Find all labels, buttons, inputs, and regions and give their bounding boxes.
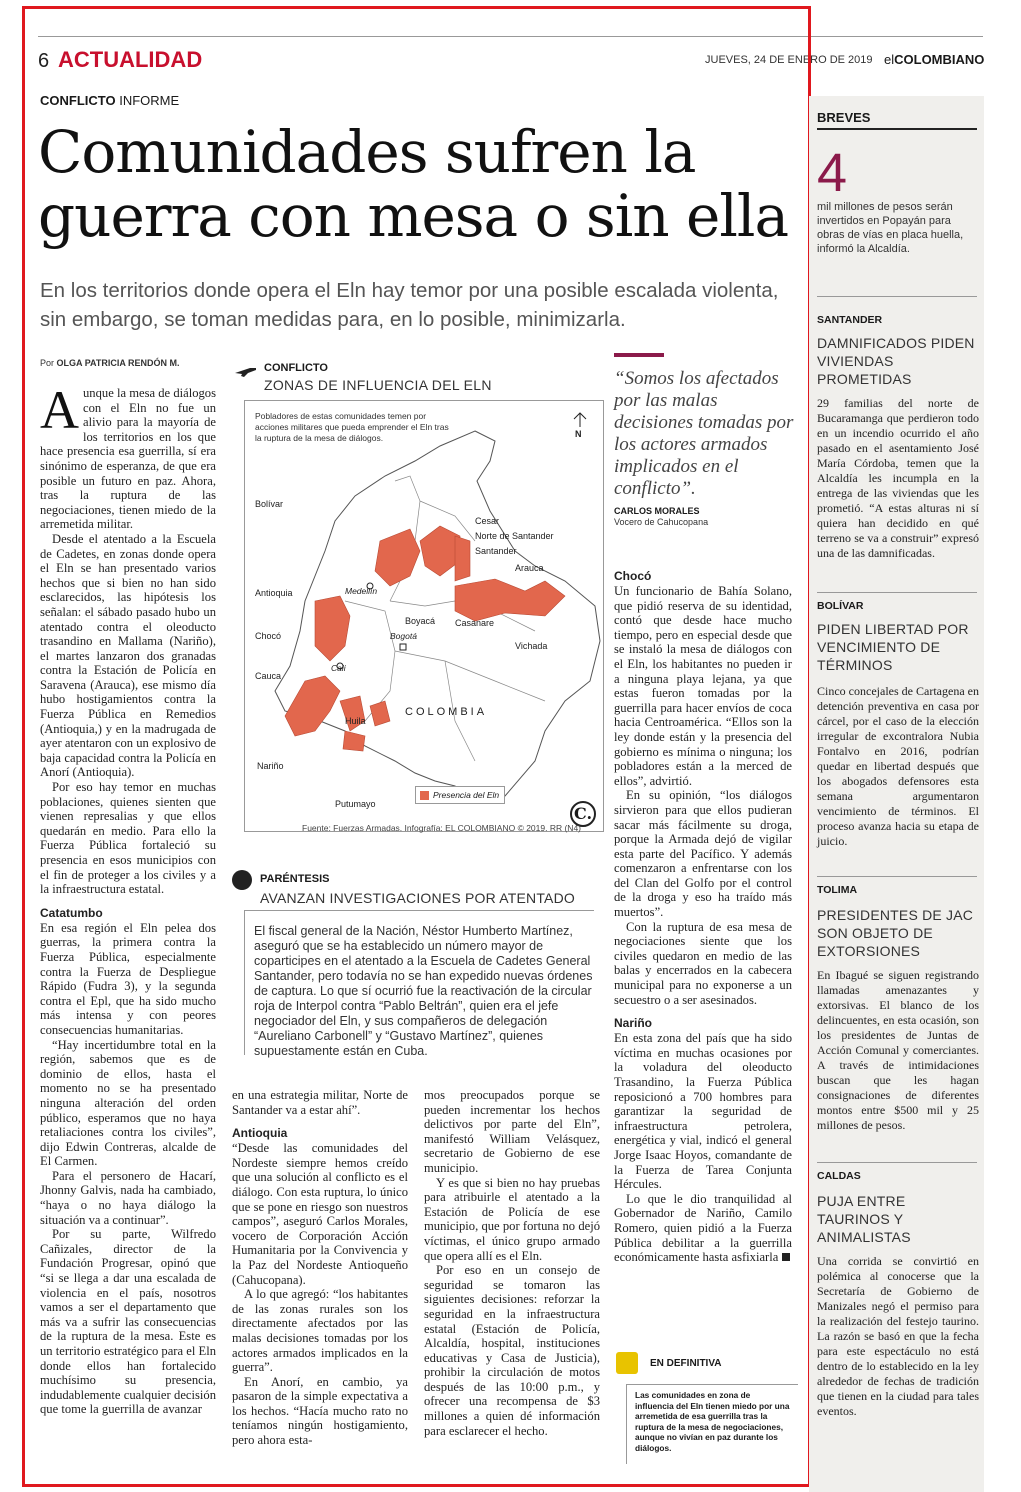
paper-title: COLOMBIANO <box>894 52 985 67</box>
paragraph: Para el personero de Hacarí, Jhonny Galvis, nada ha cambiado, “haya o no haya diálogo la situación va a continuar”. <box>40 1168 216 1227</box>
map-label: Boyacá <box>405 616 436 626</box>
map-graphic <box>232 360 604 840</box>
breves-title: BREVES <box>817 110 871 125</box>
article-column-2 <box>232 1088 408 1468</box>
quote-author: CARLOS MORALES <box>614 506 700 516</box>
map-label: Antioquia <box>255 588 293 598</box>
paragraph: En esa región el Eln pelea dos guerras, la primera contra la Fuerza Pública, especialmente contra la Fuerza de Despliegue Rápido (Fudra 3), y la segunda contra el Epl, que ha sido mucho más intensa y con peores consecuencias humanitarias. <box>40 920 216 1037</box>
map-legend <box>415 786 505 804</box>
map-label: Medellín <box>345 586 378 596</box>
parentesis-box <box>232 870 604 1060</box>
paragraph: en una estrategia militar, Norte de Santander va a estar ahí”. <box>232 1088 408 1117</box>
paragraph: Por su parte, Wilfredo Cañizales, director de la Fundación Progresar, opinó que “si se llega a dar una escalada de violencia en el país, nosotros vamos a ser el departamento que más va a sufrir las consecuencias de la ruptura de la mesa. Este es un territorio estratégico para el Eln donde ellos han fortalecido muchísimo su presencia, indudablemente cualquier decisión que tome la guerrilla de avanzar <box>40 1227 216 1417</box>
map-label: Nariño <box>257 761 284 771</box>
paragraph: Por eso hay temor en muchas poblaciones, quienes sienten que vienen represalias y que ellos quedarán en medio. Para ello la Fuerza Pública fortaleció su presencia en esos municipios con el fin de proteger a los civiles y a la infraestructura estatal. <box>40 780 216 897</box>
pull-quote: “Somos los afectados por las malas decisiones tomadas por los actores armados implicados en el conflicto”. <box>614 368 794 499</box>
paragraph: En Anorí, en cambio, ya pasaron de la simple expectativa a los hechos. “Hacía mucho rato no teníamos ningún hostigamiento, pero ahora esta- <box>232 1374 408 1448</box>
map-label: Cesar <box>475 516 500 526</box>
subhead-catatumbo: Catatumbo <box>40 905 103 920</box>
page-number: 6 <box>38 50 50 72</box>
en-definitiva-box <box>614 1348 798 1466</box>
map-intro: Pobladores de estas comunidades temen por acciones militares que pueda emprender el Eln tras la ruptura de la mesa de diálogos. <box>255 411 449 443</box>
divider <box>817 876 977 877</box>
brief-region: CALDAS <box>817 1170 861 1182</box>
pin-icon <box>232 870 252 890</box>
map-label: Bogotá <box>390 631 417 641</box>
parentesis-title: AVANZAN INVESTIGACIONES POR ATENTADO <box>260 890 575 906</box>
subhead-narino: Nariño <box>614 1016 653 1031</box>
big-number-text: mil millones de pesos serán invertidos en Popayán para obras de vías en placa huella, informó la Alcaldía. <box>817 201 964 255</box>
brief-headline: PRESIDENTES DE JAC SON OBJETO DE EXTORSIONES <box>817 907 974 959</box>
paragraph-text: Lo que le dio tranquilidad al Gobernador de Nariño, Camilo Romero, quien pidió a la Fuerza Pública debilitar a la guerrilla económicamente hasta asfixiarla <box>614 1191 792 1265</box>
parentesis-tag: PARÉNTESIS <box>260 873 330 885</box>
parentesis-text: El fiscal general de la Nación, Néstor Humberto Martínez, aseguró que se ha establecido un número mayor de coparticipes en el atentado a la Escuela de Cadetes General Santander, pero todavía no se han expedido nuevas órdenes de captura. Lo que sí ocurrió fue la reactivación de la circular roja de Interpol contra “Pablo Beltrán”, quien era el jefe negociador del Eln, y sus compañeros de delegación “Aureliano Carbonell” y “Gustavo Martínez”, quienes supuestamente están en Cuba. <box>254 924 593 1058</box>
map-label: Cali <box>331 663 346 673</box>
paper-prefix: el <box>884 52 895 67</box>
map-title: ZONAS DE INFLUENCIA DEL ELN <box>264 377 492 393</box>
paragraph: “Hay incertidumbre total en la región, sabemos que es de dominio de ellos, hasta el momento no se ha presentado ninguna alteración del orden público, esperamos que no haya retaliaciones contra los civiles”, dijo Edwin Contreras, alcalde de El Carmen. <box>40 1037 216 1169</box>
end-mark-icon <box>782 1253 790 1261</box>
divider <box>817 1162 977 1163</box>
map-label: Bolívar <box>255 499 284 509</box>
map-source: Fuente: Fuerzas Armadas. Infografía: EL COLOMBIANO © 2019. RR (N4) <box>302 823 582 833</box>
drop-cap: A <box>40 386 79 440</box>
kicker-strong: CONFLICTO <box>40 93 116 108</box>
kicker <box>40 93 179 108</box>
map-frame <box>244 400 604 832</box>
headline: Comunidades sufren la guerra con mesa o sin ella <box>38 118 789 250</box>
map-label: Putumayo <box>335 799 376 809</box>
byline-author: OLGA PATRICIA RENDÓN M. <box>56 358 180 368</box>
brief-body: En Ibagué se siguen registrando llamadas amenazantes y extorsivas. El blanco de los delincuentes, en esta ocasión, son los presidentes de Juntas de Acción Comunal y comerciantes. A través de intimidaciones buscan que les hagan consignaciones de diferentes montos entre $500 mil y 25 millones de pesos. <box>817 968 979 1132</box>
article-column-4 <box>614 568 792 1338</box>
article-column-3 <box>424 1088 600 1468</box>
brief-headline: DAMNIFICADOS PIDEN VIVIENDAS PROMETIDAS <box>817 335 975 387</box>
capital-marker <box>400 644 406 650</box>
en-definitiva-text: Las comunidades en zona de influencia del Eln tienen miedo por una arremetida de esa guerrilla tras la ruptura de la mesa de negociaciones, aunque no vivían en paz durante los diálogos. <box>626 1384 798 1464</box>
byline <box>40 358 180 368</box>
newspaper-name <box>884 52 984 67</box>
map-tag: CONFLICTO <box>264 362 328 374</box>
subhead-antioquia: Antioquia <box>232 1126 288 1141</box>
quote-rule <box>614 353 664 357</box>
paragraph: unque la mesa de diálogos con el Eln no fue un alivio para la mayoría de los territorios en los que hace presencia esa guerrilla, sí era sinónimo de esperanza, de que era posible un futuro en paz. Ahora, tras la ruptura de las negociaciones, tienen miedo de la arremetida militar. <box>40 386 216 532</box>
paragraph: Y es que si bien no hay pruebas para atribuirle el atentado a la Estación de Policía de ese municipio, que por fortuna no dejó víctimas, el único grupo armado que opera allí es el Eln. <box>424 1175 600 1263</box>
brief-region: BOLÍVAR <box>817 600 864 612</box>
deck: En los territorios donde opera el Eln hay temor por una posible escalada violenta, sin embargo, se toman medidas para, en lo posible, minimizarla. <box>40 279 779 331</box>
big-number: 4 <box>817 143 848 203</box>
rifle-icon <box>234 364 258 378</box>
date-line: JUEVES, 24 DE ENERO DE 2019 <box>705 54 873 66</box>
newspaper-logo: C. <box>570 801 596 827</box>
paragraph: “Desde las comunidades del Nordeste siempre hemos creído que una solución al conflicto es el diálogo. Con esta ruptura, lo único que se pone en riesgo son nuestros campos”, aseguró Carlos Morales, vocero de Corporación Acción Humanitaria por la Convivencia y la Paz del Nordeste Antioqueño (Cahucopana). <box>232 1141 408 1287</box>
paragraph: mos preocupados porque se pueden incrementar los hechos delictivos por parte del Eln”, manifestó William Velásquez, secretario de Gobierno de ese municipio. <box>424 1088 600 1175</box>
quote-role: Vocero de Cahucopana <box>614 517 709 527</box>
brief-body: Una corrida se convirtió en polémica al conocerse que la Secretaría de Gobierno de Manizales negó el permiso para la realización del festejo taurino. La razón se basó en que la fecha para este espectáculo no está dentro de lo establecido en la ley alrededor de fechas de tradición que tienen en la ciudad para tales eventos. <box>817 1254 979 1418</box>
breves-sidebar <box>809 96 984 1492</box>
brief-region: SANTANDER <box>817 314 883 326</box>
map-label: Norte de Santander <box>475 531 554 541</box>
paragraph: En su opinión, “los diálogos sirvieron para que ellos pudieran sacar más fácilmente su droga, porque la Armada dejó de vigilar esta parte del Pacífico. Y además comenzaron a enfrentarse con los del Clan del Golfo por el control de la droga y eso ha traído más muertos”. <box>614 788 792 920</box>
map-label: Cauca <box>255 671 282 681</box>
breves-rule <box>817 128 977 130</box>
divider <box>817 296 977 297</box>
en-definitiva-title: EN DEFINITIVA <box>650 1358 722 1369</box>
brief-body: Cinco concejales de Cartagena en detención preventiva en casa por cárcel, por el caso de la elección irregular de excontralora Nubia Fontalvo en 2016, podrían quedar en libertad después que los abogados defensores esta semana argumentaron vencimiento de términos. El proceso avanza hacia su etapa de juicio. <box>817 684 979 848</box>
paragraph <box>614 1192 792 1265</box>
paragraph: Con la ruptura de esa mesa de negociaciones siente que los civiles quedaron en medio de las balas y encerrados en la cabecera municipal para no exponerse a un secuestro o a ser asesinados. <box>614 919 792 1007</box>
divider <box>817 592 977 593</box>
map-label: Huila <box>345 716 366 726</box>
summary-icon <box>616 1352 638 1374</box>
paragraph: Un funcionario de Bahía Solano, que pidió reserva de su identidad, contó que desde hace mucho tiempo, pero en especial desde que se instaló la mesa de diálogos con el Eln, los habitantes no pueden ir a ninguna playa lejana, ya que estas fueron tomadas por la guerrilla para hacer envíos de coca hacia Centroamérica. “Ellos son la ley donde están y la presencia del gobierno es mínima o ninguna; los pobladores están a la merced de ellos”, advirtió. <box>614 584 792 788</box>
legend-swatch <box>420 791 429 800</box>
map-label: Vichada <box>515 641 548 651</box>
byline-prefix: Por <box>40 358 55 368</box>
brief-headline: PIDEN LIBERTAD POR VENCIMIENTO DE TÉRMINOS <box>817 621 969 673</box>
map-label: COLOMBIA <box>405 706 488 718</box>
map-label: Arauca <box>515 563 544 573</box>
brief-body: 29 familias del norte de Bucaramanga que perdieron todo en un incendio ocurrido el año pasado en el asentamiento José María Córdoba, temen que la Alcaldía les incumpla en la entrega de las viviendas que les prometió. “A estas alturas ni sí quiera han decidido en qué terreno se va a construir” expresó una de las damnificadas. <box>817 396 979 560</box>
paragraph: En esta zona del país que ha sido víctima en muchas ocasiones por la voladura del oleoducto Trasandino, la Fuerza Pública reposicionó a 700 hombres para garantizar la seguridad de infraestructura petrolera, energética y vial, indicó el general Jorge Isaac Hoyos, comandante de la Fuerza de Tarea Conjunta Hércules. <box>614 1031 792 1192</box>
section-name: ACTUALIDAD <box>58 47 203 72</box>
map-label: Santander <box>475 546 517 556</box>
kicker-light: INFORME <box>119 93 180 108</box>
article-column-1 <box>40 386 216 1466</box>
brief-headline: PUJA ENTRE TAURINOS Y ANIMALISTAS <box>817 1193 911 1245</box>
brief-region: TOLIMA <box>817 884 858 896</box>
north-arrow-icon <box>574 413 586 427</box>
map-label: Chocó <box>255 631 282 641</box>
subhead-choco: Chocó <box>614 569 652 583</box>
paragraph: A lo que agregó: “los habitantes de las zonas rurales son los directamente afectados por las malas decisiones tomadas por los actores armados implicados en la guerra”. <box>232 1287 408 1375</box>
paragraph: Por eso en un consejo de seguridad se tomaron las siguientes decisiones: reforzar la seguridad en la infraestructura estatal (Estación de Policía, Alcaldía, hospital, instituciones educativas y Casa de Justicia), prohibir la circulación de motos después de las 10:00 p.m., y ofrecer una recompensa de $3 millones a quien dé información para esclarecer el hecho. <box>424 1263 600 1438</box>
map-label: Casanare <box>455 618 495 628</box>
north-label: N <box>575 429 582 439</box>
legend-label: Presencia del Eln <box>433 790 500 800</box>
paragraph: Desde el atentado a la Escuela de Cadetes, en zonas donde opera el Eln se han presentado varios hechos que si bien no han sido esclarecidos, las hipótesis los señalan: el sábado pasado hubo un atentado contra el oleoducto trasandino en Mallama (Nariño), el martes lanzaron dos granadas contra la Estación de Policía en Saravena (Arauca), ese mismo día hubo hostigamientos contra la Fuerza Pública en Remedios (Antioquia,) y en la madrugada de ayer atentaron con un explosivo de baja capacidad contra la Policía en Anorí (Antioquia). <box>40 531 216 780</box>
